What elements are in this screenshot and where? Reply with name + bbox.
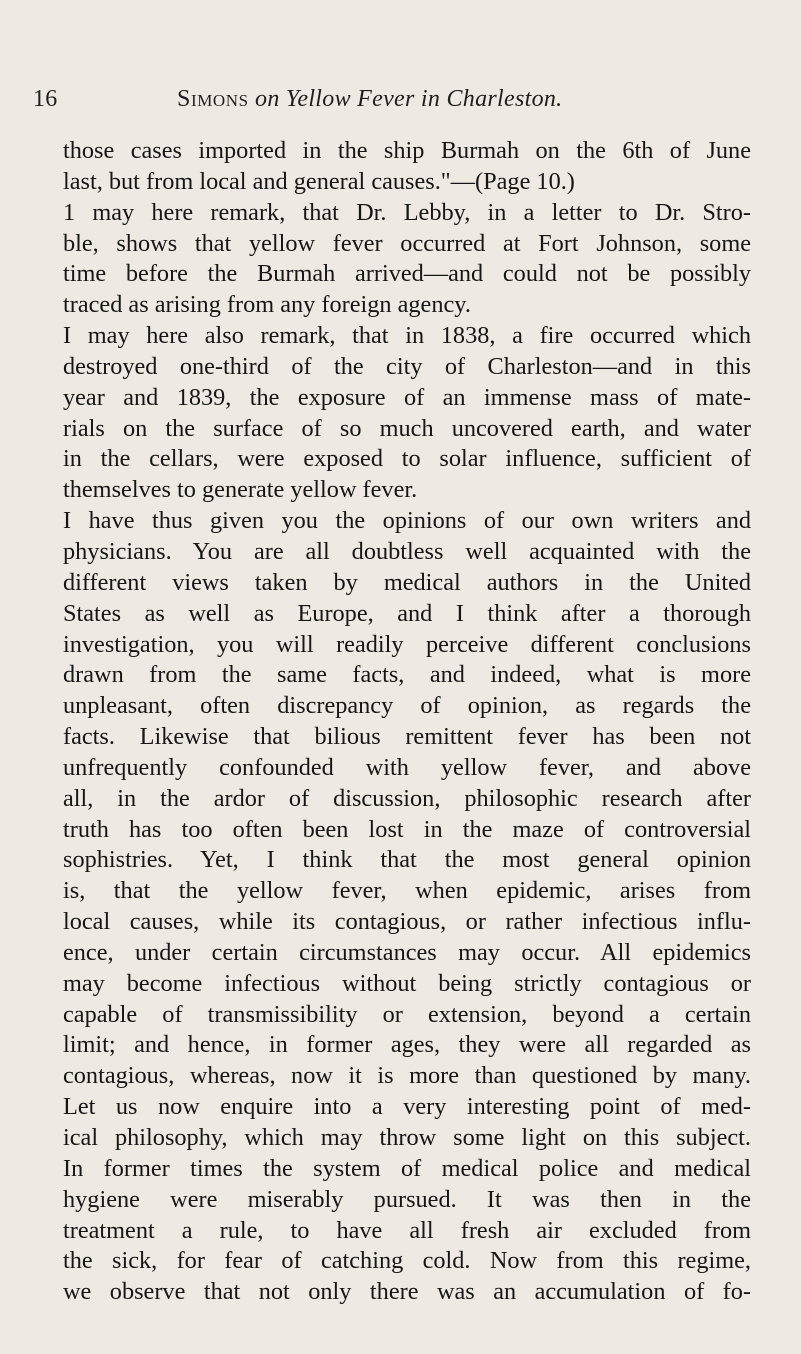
text-line: rials on the surface of so much uncovered earth, and water xyxy=(63,414,751,442)
text-line: limit; and hence, in former ages, they were all regarded as xyxy=(63,1031,751,1059)
text-line: drawn from the same facts, and indeed, what is more xyxy=(63,661,751,689)
text-line: ical philosophy, which may throw some light on this subject. xyxy=(63,1124,751,1151)
text-line: truth has too often been lost in the maze of controversial xyxy=(63,815,751,843)
text-line: ble, shows that yellow fever occurred at Fort Johnson, some xyxy=(63,229,751,257)
text-line: time before the Burmah arrived—and could not be possibly xyxy=(63,260,751,288)
text-line: Let us now enquire into a very interesting point of med- xyxy=(63,1093,751,1121)
text-line: year and 1839, the exposure of an immense mass of mate- xyxy=(63,383,751,411)
text-line: I may here also remark, that in 1838, a fire occurred which xyxy=(63,322,751,350)
text-line: sophistries. Yet, I think that the most general opinion xyxy=(63,846,751,874)
text-line: we observe that not only there was an accumulation of fo- xyxy=(63,1278,751,1306)
text-line: In former times the system of medical police and medical xyxy=(63,1154,751,1182)
running-title-author: Simons xyxy=(177,86,249,112)
text-line: investigation, you will readily perceive different conclusions xyxy=(63,630,751,658)
text-line: treatment a rule, to have all fresh air excluded from xyxy=(63,1216,751,1244)
text-line: themselves to generate yellow fever. xyxy=(63,476,418,504)
text-line: capable of transmissibility or extension, beyond a certain xyxy=(63,1000,751,1028)
running-head xyxy=(33,84,753,114)
text-line: last, but from local and general causes."—(Page 10.) xyxy=(63,167,575,195)
running-title-rest: on Yellow Fever in Charleston. xyxy=(248,86,563,112)
text-line: 1 may here remark, that Dr. Lebby, in a letter to Dr. Stro- xyxy=(63,198,751,226)
page-number: 16 xyxy=(33,86,58,112)
text-line: ence, under certain circumstances may occur. All epidemics xyxy=(63,938,751,966)
text-line: in the cellars, were exposed to solar influence, sufficient of xyxy=(63,445,751,473)
text-line: is, that the yellow fever, when epidemic, arises from xyxy=(63,877,751,905)
text-line: local causes, while its contagious, or rather infectious influ- xyxy=(63,908,751,936)
text-line: contagious, whereas, now it is more than questioned by many. xyxy=(63,1062,751,1090)
text-line: may become infectious without being strictly contagious or xyxy=(63,969,751,997)
text-line: those cases imported in the ship Burmah on the 6th of June xyxy=(63,137,751,164)
text-line: destroyed one-third of the city of Charleston—and in this xyxy=(63,352,751,380)
text-line: physicians. You are all doubtless well acquainted with the xyxy=(63,537,751,565)
text-line: facts. Likewise that bilious remittent fever has been not xyxy=(63,723,751,751)
text-line: States as well as Europe, and I think after a thorough xyxy=(63,599,751,627)
body-text xyxy=(63,136,751,1308)
text-line: different views taken by medical authors in the United xyxy=(63,568,751,596)
text-line: hygiene were miserably pursued. It was then in the xyxy=(63,1185,751,1213)
text-line: traced as arising from any foreign agency. xyxy=(63,291,471,319)
text-line: the sick, for fear of catching cold. Now from this regime, xyxy=(63,1247,751,1275)
text-line: all, in the ardor of discussion, philosophic research after xyxy=(63,784,751,812)
text-line: I have thus given you the opinions of our own writers and xyxy=(63,507,751,535)
text-line: unfrequently confounded with yellow fever, and above xyxy=(63,753,751,781)
running-title xyxy=(177,84,562,114)
text-line: unpleasant, often discrepancy of opinion, as regards the xyxy=(63,692,751,720)
